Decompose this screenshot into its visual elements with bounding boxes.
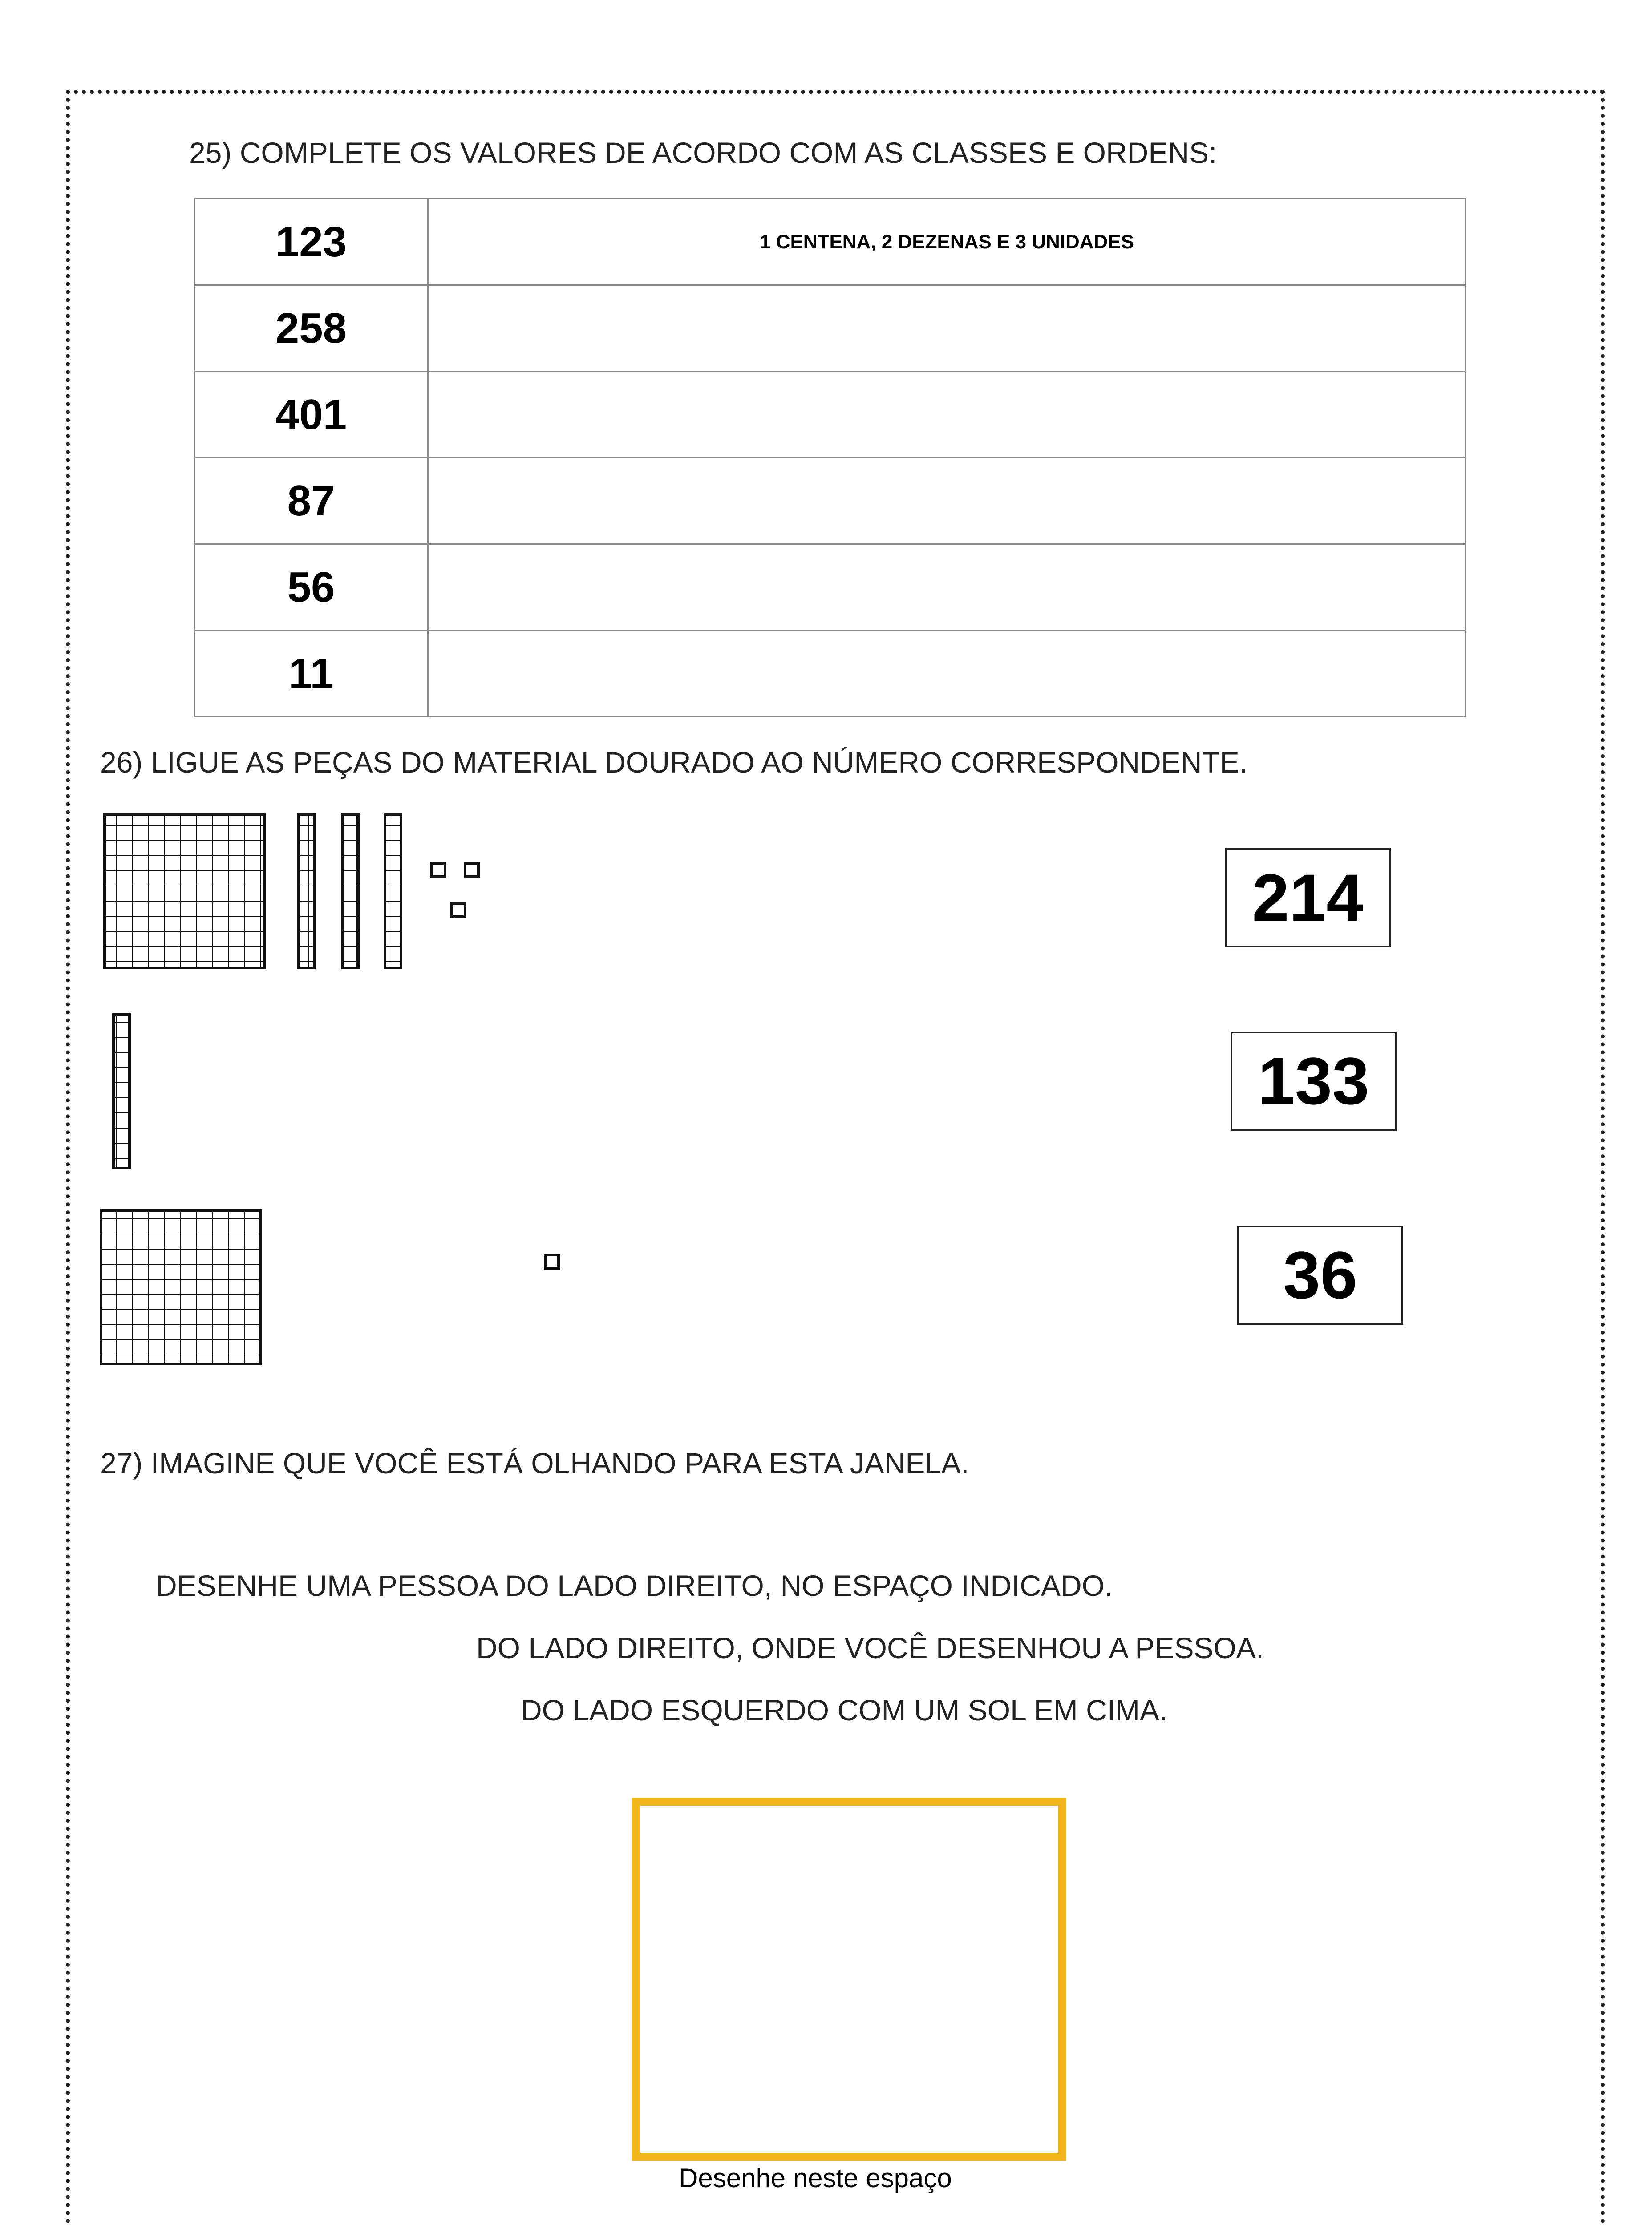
number-214[interactable]: 214 [1225,848,1391,947]
q27-title: 27) IMAGINE QUE VOCÊ ESTÁ OLHANDO PARA ESTA JANELA. [100,1447,969,1480]
values-table: 123 1 CENTENA, 2 DEZENAS E 3 UNIDADES 258 401 87 56 11 [194,198,1466,717]
base-ten-blocks [100,810,612,1366]
number-133[interactable]: 133 [1231,1032,1397,1131]
q26-title: 26) LIGUE AS PEÇAS DO MATERIAL DOURADO AO NÚMERO CORRESPONDENTE. [100,746,1248,779]
number-36[interactable]: 36 [1237,1226,1403,1325]
drawing-area[interactable] [632,1798,1066,2161]
q25-title: 25) COMPLETE OS VALORES DE ACORDO COM AS CLASSES E ORDENS: [189,136,1217,169]
draw-hint: Desenhe neste espaço [679,2163,952,2193]
